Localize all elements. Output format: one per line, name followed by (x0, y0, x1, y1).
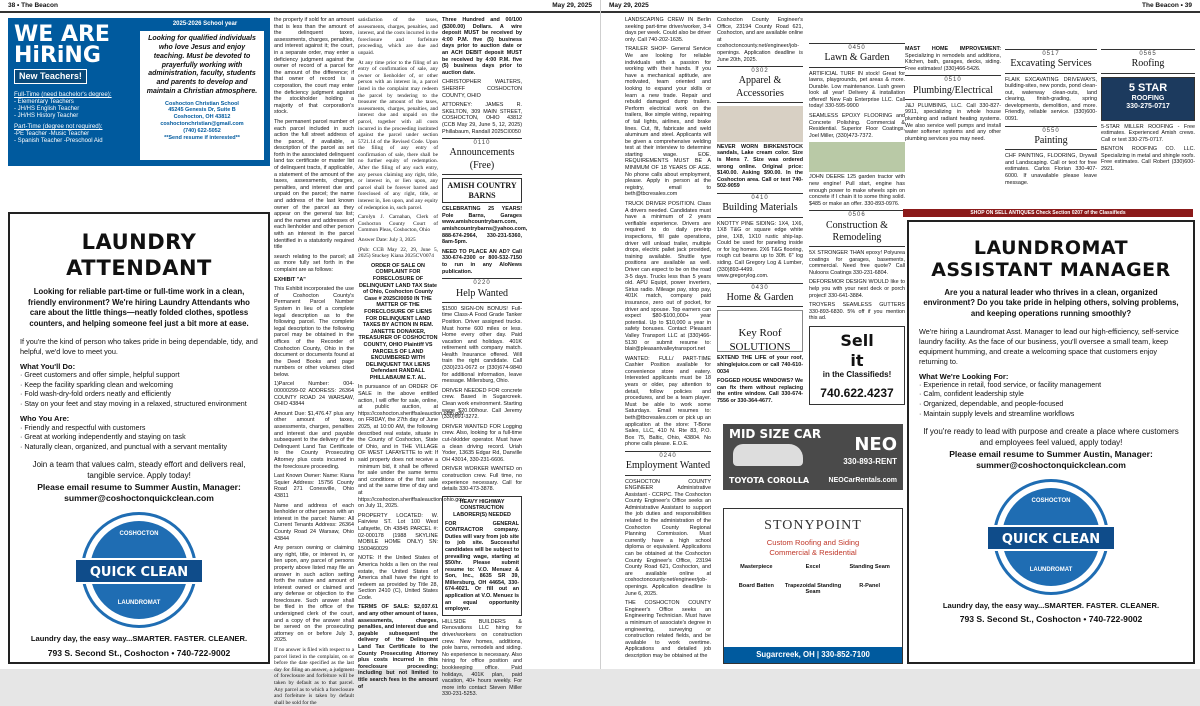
manager-join: If you're ready to lead with purpose and create a place where customers and employees feel valued, apply today! (923, 427, 1179, 447)
classified-ad: Specializing in remodels and additions, Kitchen, bath, garages, decks, siding. Free estimates! (330)466-5426. (905, 52, 1001, 72)
five-star-roofing-logo (1101, 77, 1195, 121)
manager-apply[interactable]: Please email resume to Summer Austin, Manager: summer@coshoctonquickclean.com (949, 448, 1153, 470)
laundry-attendant-title: LAUNDRY ATTENDANT (66, 230, 212, 280)
terms-of-sale: TERMS OF SALE: $2,037.61 and any other amount of taxes, assessments, charges, penalties, and interest due and payable subsequent the delivery of the Delinquent Land Tax Certificate to the County Prosecuting Attorney plus costs incurred in this foreclosure proceeding; including but not limited to title search fees in the amount of (358, 604, 438, 690)
sandals-photo (717, 106, 803, 142)
hiring-pitch: Looking for qualified individuals who love Jesus and enjoy teaching. Must be devoted to prayerfully working with administration, faculty, students and parents to develop and maintain a Christian atmosphere. (146, 35, 258, 95)
laundry-are-list (20, 424, 258, 453)
roof-logo-line: 5 STAR (1128, 81, 1168, 94)
stonypoint-tagline: Custom Roofing and Siding (766, 538, 860, 548)
logo-main-text: QUICK CLEAN (986, 525, 1116, 551)
laundry-slogan: Laundry day, the easy way...SMARTER. FASTER. CLEANER. (30, 634, 248, 644)
classifieds-column-e (717, 17, 803, 422)
car-ad-site[interactable]: NEOCarRentals.com (828, 477, 897, 485)
list-item: · Maintain supply levels and streamline workflows (919, 409, 1075, 418)
heavy-highway-ad (442, 496, 522, 616)
list-item: · Calm, confident leadership style (919, 390, 1024, 399)
logo-main-text: QUICK CLEAN (74, 558, 204, 584)
classified-ad: Coshocton County Engineer's Office, 23194 County Road 621, Coshocton, and are available online at coshoctoncounty.net/engineer/job-openings. Application deadline is June 20th, 2025. (717, 17, 803, 63)
classified-ad: WANTED: FULL/ PART-TIME Cashier Position available for convenience store and eatery. Interested applicants must be 18 years or older, pay attention to detail, follow policies and procedures, and be a team player. Must be able to work some Saturdays. Email resumes to: beth@tbcresales.com or pick up an application at the store: T-Bone Sales, LLC, 410 N. Rte 83, P.O. Box 75, Baltic, Ohio, 43804. No phone calls please. E.O.E. (625, 355, 711, 448)
car-ad-phone: 330-893-RENT (843, 457, 897, 466)
classified-ad: THE COSHOCTON COUNTY Engineer's Office seeks an Engineering Technician. Must have a minimum of associate's degree in engineering, surveying or construction related fields, and be available to work overtime. Applications and detailed job description may be obtained at the (625, 600, 711, 659)
school-name: Coshocton Christian School (165, 100, 239, 107)
legal-paragraph: In pursuance of an ORDER OF SALE in the above entitled action, I will offer for sale, online, at public auction, at https://coshocton.sheriffsaleauction.ohio.gov, on FRIDAY, the 27th day of June 2025, at 10:00 AM, the following described real estate, situate in the County of Coshocton, State of Ohio, and in THE VILLAGE OF WEST LAFAYETTE to wit: If said property does not receive a minimum bid, it shall be offered for sale under the same terms and conditions of the first sale and at the same time of day and at https://coshocton.sheriffsaleauction.ohio.gov on July 11, 2025. (358, 384, 466, 510)
laundry-are-title: Who You Are: (20, 414, 70, 424)
classified-ad: COSHOCTON COUNTY ENGINEER Administrative Assistant - CCRPC. The Coshocton County Engineer's Office seeks an Administrative Assistant to support the job duties and responsibilities related to the administration of the Coshocton County Regional Planning Commission. Must currently have a high school diploma or equivalent. Applications can be obtained at the Coshocton County Engineer's Office, 23194 County Road 621, Coshocton, and are available online at coshoctoncounty.net/engineer/job-openings. Application deadline is June 6, 2025. (625, 478, 711, 597)
legal-paragraph: If no answer is filed with respect to a parcel listed in the complaint, on or before the date specified as the last day for filing an answer, a judgment of foreclosure and forfeiture will be taken by default as to that parcel. Any parcel as to which a foreclosure and forfeiture is taken by default shall be sold for the (274, 647, 354, 706)
page-date-left: May 29, 2025 (552, 1, 592, 9)
manager-look-list (919, 381, 1183, 419)
classifieds-column-i (1101, 46, 1195, 210)
legal-notice-column-a (274, 17, 355, 706)
classifieds-column-d (625, 17, 711, 664)
heavy-highway-text: FOR GENERAL CONTRACTOR company. Duties will vary from job site to job site. Successful candidates will be subject to prevailing wage, starting at $50/hr. Please submit resume to: V.O. Menuez & Son, Inc., 8635 SR 39, Millersburg, OH 44654, 330-674-4021. Or fill out an application at V.O. Menuez is an equal opportunity employer. (445, 520, 519, 613)
legal-paragraph: The permanent parcel number of each parcel included in such action the full street address of the parcel, if available, a description of the parcel as set forth in the associated delinquent land tax certificate or master list of delinquent tracts, if applicable, a statement of the amount of the taxes, assessments, charges, penalties, and interest due and unpaid on the parcel; the name and address of the last known owner of the parcel as they appear on the general tax list; and the names and addresses of each lienholder and other person with an interest in the parcel identified in a statutorily required title (274, 118, 354, 251)
classified-ad: CHF PAINTING, FLOORING, Drywall and Landscaping. Call or text for free estimates. Carlos Florian 330-407-6000. If unavailable please leave message. (1005, 153, 1097, 186)
roof-style-label: Excel (805, 563, 821, 570)
section-number: 0240 (659, 453, 677, 459)
classifieds-column-f (809, 40, 905, 422)
sell-phone: 740.622.4237 (820, 385, 894, 400)
tractor-photo (809, 142, 905, 172)
section-construction-remodeling (809, 210, 905, 247)
we-are-hiring-ad (8, 18, 270, 166)
manager-body: We're hiring a Laundromat Asst. Manager to lead our high-efficiency, self-service laundry facility. As the face of our business, you'll oversee a small team, keep equipment humming, and create a welcoming space that customers enjoy returning to. (919, 327, 1179, 366)
order-of-sale-heading: ORDER OF SALE ON COMPLAINT FOR FORECLOSURE OF DELINQUENT LAND TAX State of Ohio, Coshocton County Case # 2025CI0050 IN THE MATTER OF THE FORECLOSURE OF LIENS FOR DELINQUENT LAND TAXES BY ACTION IN REM. JANETTE DONAKER, TREASURER OF COSHOCTON COUNTY, OHIO Plaintiff VS PARCELS OF LAND ENCUMBERED WITH DELINQUENT TAX LIENS Defendant RANDALL PHILLABAUM E.T. AL. (358, 262, 438, 381)
section-number: 0517 (1042, 51, 1060, 57)
car-ad-model: TOYOTA COROLLA (729, 476, 810, 486)
classified-ad: HILLSIDE BUILDERS & Renovations LLC hiring for driver/workers on construction crew. New homes, additions, pole barns, remodels and siding. No experience is necessary. Also hiring for office position and bookkeeping office. Paid holidays, 401K plan, paid vacation, 40+ hours weekly. For more info contact Steven Miller 330-231-5253. (442, 618, 522, 698)
list-item: · Fold wash-dry-fold orders neatly and efficiently (20, 390, 171, 399)
manager-intro: Are you a natural leader who thrives in a clean, organized environment? Do you take pride in helping others, solving problems, and keeping operations running smoothly? (923, 287, 1179, 318)
legal-paragraph: NOTE: If the United States of America holds a lien on the real estate, the United States of America shall have the right to redeem as provided by Title 28, Section 2410 (C), United States Code. (358, 555, 438, 601)
parttime-item: -PE Teacher -Music Teacher (14, 131, 90, 138)
roof-style-label: Masterpiece (740, 563, 773, 570)
classifieds-column-g (905, 46, 1001, 210)
parttime-title: Part-Time (degree not required): (14, 123, 103, 131)
new-teachers-badge: New Teachers! (14, 69, 87, 84)
resume-note: **Send resume if interested** (164, 134, 240, 141)
laundry-body: If you're the kind of person who takes pride in being dependable, tidy, and helpful, we'd love to meet you. (20, 337, 258, 357)
legal-paragraph: satisfaction of the taxes, assessments, charges, penalties, and interest, and the costs incurred in the foreclosure and forfeiture proceeding, which are due and unpaid. (358, 17, 438, 56)
legal-paragraph: 1)Parcel Number: 004-00000299-02 ADDRESS: 26364 COUNTY ROAD 24 WARSAW, OHIO 43844 (274, 381, 354, 408)
laundry-attendant-ad (8, 212, 270, 664)
hiring-headline-1: WE ARE (14, 22, 110, 47)
stonypoint-roofing-ad (723, 508, 903, 664)
list-item: · Greet customers and offer simple, helpful support (20, 371, 180, 380)
section-number: 0220 (473, 280, 491, 287)
manager-look-title: What We're Looking For: (919, 371, 1009, 381)
laundry-intro: Looking for reliable part-time or full-time work in a clean, friendly environment? We're hiring Laundry Attendants who care about the little things—neatly folded clothes, spotless counters, and helping someone feel just a bit more at ease. (28, 287, 250, 328)
car-icon (733, 444, 803, 466)
sell-word: Sell (840, 331, 874, 351)
section-announcements (442, 138, 522, 175)
logo-top-text: COSHOCTON (1031, 498, 1071, 505)
section-home-garden (717, 283, 803, 308)
list-item: · Organized, dependable, and people-focused (919, 399, 1064, 408)
classified-ad: DEFOREMOR DESIGN WOULD like to help you with your next deck or porch project! 330-641-3884. (809, 279, 905, 299)
section-number: 0506 (848, 212, 866, 219)
sell-word: it (850, 350, 864, 370)
classified-ad: TRUCK DRIVER POSITION. Class A drivers needed. Candidates must have a minimum of 2 years verifiable experience. Drivers are required to do daily pre-trip inspections, fill gate operations, driver will unload trailer, multiple drops, electric pallet jack provided, training available. Shuttle type positions are available as well. Driver can expect to be on the road 3-5 days. Trucks less than 5 years old. APU Equipt, power inverters, Sirius radio. Mileage pay, stop pay, 401K match, company paid insurance, zero out of pocket, for driver and spouse. Top earners can expect $80-$100,000+ year potential. Up to $10,000 a year in safety bonuses. Contact Pleasant Valley Transport LLC at (330)466-5130 or submit resume to: blair@pleasantvalleytransport.net (625, 201, 711, 353)
stonypoint-tagline: Commercial & Residential (769, 547, 857, 557)
section-title: Plumbing/Electrical (913, 84, 993, 96)
right-newspaper-page (600, 0, 1200, 669)
classified-ad: FOGGED HOUSE WINDOWS? We can fix them without replacing the entire window. Call 330-674-7556 or 330-364-4677. (717, 378, 803, 404)
neo-car-rental-ad (723, 424, 903, 490)
list-item: · Great at working independently and staying on task (20, 433, 186, 442)
section-apparel (717, 66, 803, 103)
car-ad-brand: NEO (854, 434, 897, 455)
section-building-materials (717, 193, 803, 218)
classified-ad: KNOTTY PINE SIDING: 1X4, 1X6, 1X8 T&G or square edge white pine, 1X8, 1X10 rustic ship-lap. Could be used for paneling inside or for log homes. 2X6 T&G flooring, rough cut beams up to 30ft. 6" log siding. Call Gregory Log & Lumber, (330)893-4499. www.gregorylog.com. (717, 220, 803, 280)
classified-ad: EXTEND THE LIFE of your roof, shinglejuice.com or call 740-610-0034 (717, 355, 803, 375)
fulltime-item: - JH/HS History Teacher (14, 113, 79, 120)
legal-paragraph: the property if sold for an amount that is less than the amount of the delinquent taxes, assessments, charges, penalties, and interest against it; the court, in a separate order, may enter a deficiency judgment against the owner of record of a parcel for the amount of the difference; if that owner of record is a corporation, the court may enter the deficiency judgment against the stockholder holding a majority of that corporation's stock. (274, 17, 354, 116)
fulltime-list (14, 99, 134, 121)
page-number-right: The Beacon • 39 (1142, 1, 1192, 9)
classified-ad: ARTIFICIAL TURF IN stock! Great for lawns, playgrounds, pet areas & more. Durable. Low maintenance. Lush green look all year! Delivery & installation offered! New Fab Enterprise LLC. Call today! 330-595-9900 (809, 70, 905, 110)
page-header-left (0, 0, 600, 13)
parttime-item: - Spanish Teacher -Preschool Aid (14, 138, 103, 145)
fulltime-title: Full-Time (need bachelor's degree): (14, 90, 112, 98)
section-title: Construction & Remodeling (826, 219, 888, 243)
parttime-list (14, 131, 134, 146)
logo-bottom-text: LAUNDROMAT (1029, 566, 1073, 573)
classifieds-column-c (442, 17, 528, 698)
section-title: Roofing (1131, 58, 1165, 70)
section-number: 0550 (1042, 127, 1060, 134)
section-title: Home & Garden (726, 292, 794, 304)
classified-ad: $1500 SIGN-ON BONUS! Full-time Class-A Food Grade Tanker Position. Driver assigned trucks. Must home 600 miles or less. Home every other day. Paid vacation and holidays. 401K retirement with company match. Health Insurance offered. Will train the right candidate. Call (330)231-0672 or (330)674-9840 for additional information, leave message. Millersburg, Ohio. (442, 305, 522, 385)
section-number: 0430 (751, 284, 769, 291)
classified-ad: 5X STRONGER THAN epoxy! Polyurea coatings for garages, basements, commercial. Need free quote? Call Nuloons Coatings 330-231-6804. (809, 250, 905, 276)
laundry-address: 793 S. Second St., Coshocton • 740-722-9002 (47, 647, 231, 658)
school-address: 45245 Genesis Dr, Suite B (168, 107, 236, 114)
section-excavating (1005, 49, 1097, 74)
page-header-right (601, 0, 1200, 13)
legal-paragraph: CHRISTOPHER WALTERS, SHERIFF COSHOCTON COUNTY, OHIO (442, 79, 522, 99)
classified-ad: JOHN DEERE 125 garden tractor with new engine! Pull start, engine has enough power to make wheels spin on concrete if I chain it to some thing solid. $485 or make an offer. 330-893-0976. (809, 174, 905, 207)
classified-ad: DRIVER WANTED FOR Logging crew. Also, looking for a full-time cut-/skidder operator. Must have a clean driving record. Uriah Yoder, 13635 Edgar Rd, Danville OH 43014, 330-231-6606. (442, 423, 522, 463)
logo-top-text: COSHOCTON (119, 531, 159, 538)
classified-ad: NEED TO PLACE AN AD? Call 330-674-2300 or 800-532-7150 to run in any AloNews publication. (442, 248, 522, 275)
school-phone: (740) 622-5052 (183, 128, 221, 135)
classified-ad: FLAIK EXCAVATING DRIVEWAYS, building-sites, new ponds, pond clean-out, waterway clean-outs, land clearing, finish-grading, spring developments, demolition, and more. Friendly, reliable service. (330)600-0091. (1005, 76, 1097, 123)
legal-paragraph: Carolyn J. Carnahan, Clerk of Coshocton County Court of Common Pleas, Coshocton, Ohio (358, 214, 438, 234)
school-email[interactable]: coshoctonchristian@gmail.com (160, 121, 244, 128)
legal-paragraph: At any time prior to the filing of an entry of confirmation of sale, any owner or lienholder of, or other person with an interest in, a parcel listed in the complaint may redeem the parcel by tendering to the treasurer the amount of the taxes, assessments, charges, penalties, and interest due and unpaid on the parcel, together with all costs incurred in the proceeding instituted against the parcel under section 5721.14 of the Revised Code. Upon the filing of any entry of confirmation of sale, there shall be no further equity of redemption. After the filing of any such entry, any person claiming any right, title, or interest in, or lien upon, any parcel shall be forever barred and foreclosed of any right, title, or interest in, lien upon, and any equity of redemption in, such parcel. (358, 59, 438, 211)
classified-ad: BENTON ROOFING CO. LLC. Specializing in metal and shingle roofs. Free estimates. Call Robert (330)600-2921. (1101, 146, 1195, 173)
section-title: Help Wanted (455, 287, 509, 299)
roof-style-grid (728, 564, 898, 596)
section-number: 0510 (944, 77, 962, 84)
fulltime-item: - Elementary Teachers (14, 98, 74, 105)
ad-title: MAST HOME IMPROVEMENT: (905, 46, 1001, 52)
amish-barns-logo: AMISH COUNTRY BARNS (442, 178, 522, 204)
section-employment-wanted (625, 451, 711, 476)
laundry-do-list (20, 371, 258, 409)
legal-paragraph: Answer Date: July 3, 2025 (358, 237, 416, 243)
section-painting (1005, 126, 1097, 151)
legal-paragraph: Amount Due: $1,476.47 plus any other amount of taxes, assessments, charges, penalties and interest due and payable subsequent to the delivery of the Delinquent Land Tax Certificate to the County Prosecuting Attorney plus costs incurred in the foreclosure proceeding. (274, 410, 354, 470)
roof-logo-line: ROOFING (1131, 94, 1165, 102)
hiring-headline-2: HiRiNG (14, 43, 101, 68)
legal-paragraph: ATTORNEY: JAMES R. SKELTON, 309 MAIN STREET, COSHOCTON, OHIO 43812 (CCB May 29, June 5, 12, 2025) Phillabaum, Randall 2025CI0050 (442, 102, 522, 135)
quick-clean-logo (81, 512, 197, 628)
roof-phone: 330-275-0717 (1126, 103, 1170, 111)
section-roofing (1101, 49, 1195, 74)
list-item: · Naturally clean, organized, and punctual with a servant mentality (20, 442, 228, 451)
quick-clean-logo (993, 479, 1109, 595)
antiques-banner: SHOP ON SELL ANTIQUES Check Section 0207 of the Classifieds (903, 209, 1193, 217)
sell-it-classifieds-ad (809, 326, 905, 405)
section-title: Apparel & Accessories (736, 75, 784, 99)
section-help-wanted (442, 278, 522, 303)
heavy-highway-title: HEAVY HIGHWAY CONSTRUCTION LABORER(S) NEEDED (453, 498, 511, 518)
classified-ad: CELEBRATING 25 YEARS! Pole Barns, Garages www.amishcountrybarn.com, amishcountrybarns@yahoo.com, 888-674-2964, 330-231-5360, 8am-5pm. (442, 206, 528, 246)
classified-ad: J&J PLUMBING, LLC. Call 330-827-9911, specializing in whole house plumbing and radiant heating systems. We also service well pumps and install water softener systems and any other plumbing services you may need. (905, 102, 1001, 142)
stonypoint-logo: STONYPOINT (764, 518, 862, 533)
manager-title: LAUNDROMAT ASSISTANT MANAGER (931, 237, 1171, 281)
roof-style-label: Standing Seam (849, 563, 890, 570)
roof-style-label: R-Panel (859, 582, 881, 589)
legal-paragraph: PROPERTY LOCATED: W. Fairview ST. Lot 100 West Lafayette, Oh 43845 PARCEL #: 02-000178 (1988 SKYLINE MOBILE HOME ONLY) SN: 1500460029 (358, 512, 438, 552)
classified-ad: TRAILER SHOP- General Service We are looking for reliable individuals with a passion for working with their hands. If you have a mechanical aptitude, are motivated, team oriented and looking to expand your skills or learn a new trade. Repair and rebuild damaged dump trailers. Perform electrical work on the trailers, like simple wiring, repairing of tail lights, airlines, and brake lines. Cut, fit, fabricate and weld aluminum and steel. Applicants will be given a comprehensive welding test at their interview to determine starting wage. EOE. REQUIREMENTS MUST BE A MINIMUM OF 18 YEARS OF AGE. No phone calls about employment, please. Apply in person at the registry, email to beth@tbcresales.com (625, 46, 711, 198)
legal-notice-column-b (358, 17, 466, 690)
section-title: Excavating Services (1010, 58, 1092, 70)
roof-style-label: Trapezoidal Standing Seam (784, 582, 842, 596)
roof-style-label: Board Batten (738, 582, 774, 589)
section-lawn-garden (809, 43, 905, 68)
list-item: · Friendly and respectful with customers (20, 423, 146, 432)
list-item: · Stay on your feet and stay moving in a relaxed, structured environment (20, 399, 247, 408)
classified-ad: 5-STAR MILLER ROOFING - Free estimates. Experienced Amish crews. Call or text 330-275-0717. (1101, 123, 1195, 143)
section-title: Building Materials (722, 202, 798, 214)
car-ad-title: MID SIZE CAR (729, 427, 822, 441)
school-city: Coshocton, OH 43812 (173, 114, 231, 121)
list-item: · Experience in retail, food service, or facility management (919, 380, 1102, 389)
classified-ad: TROYERS SEAMLESS GUTTERS 330-893-6830. 5% off if you mention this ad. (809, 302, 905, 322)
section-number: 0110 (473, 140, 491, 147)
section-title: Lawn & Garden (824, 52, 890, 64)
laundromat-manager-ad (907, 220, 1195, 664)
laundry-join: Join a team that values calm, steady effort and delivers real, tangible service. Apply today! (32, 460, 246, 481)
legal-paragraph: search relating to the parcel; all as more fully set forth in the complaint are as follows: (274, 253, 354, 273)
school-year: 2025-2026 School year (172, 21, 238, 27)
section-number: 0565 (1139, 51, 1157, 57)
legal-paragraph: This Exhibit incorporated the use of Coshocton County's Permanent Parcel Number System in lieu of a complete legal description as to the following parcel. The complete legal description to the following parcel may be obtained in the offices of the Recorder of Coshocton County, Ohio in the document or documents found at the Deed Books and page numbers or other volumes cited below. (274, 286, 354, 378)
section-plumbing (905, 75, 1001, 100)
laundry-do-title: What You'll Do: (20, 361, 76, 371)
section-number: 0410 (751, 195, 769, 201)
page-number-left: 38 • The Beacon (8, 1, 58, 9)
laundry-apply[interactable]: Please email resume to Summer Austin, Manager: summer@coshoctonquickclean.com (37, 482, 241, 504)
section-number: 0450 (848, 45, 866, 51)
section-title: Announcements (Free) (449, 147, 515, 171)
sell-tagline: in the Classifieds! (822, 370, 892, 380)
legal-paragraph: Any person owning or claiming any right, title, or interest in, or lien upon, any parcel of persons property above listed may file an answer in such action setting forth the nature and amount of interest owned or claimed and any defense or objection to the foreclosure. Such answer shall be filed in the office of the undersigned clerk of the court, and a copy of the answer shall be served on the prosecuting attorney on or before July 3, 2025. (274, 545, 354, 644)
manager-address: 793 S. Second St., Coshocton • 740-722-9002 (959, 614, 1143, 625)
classified-ad: LANDSCAPING CREW IN Berlin seeking part-time driver/worker, 3-4 days per week. Could also be driver only. Call 740-202-1635. (625, 17, 711, 43)
classified-ad: SEAMLESS EPOXY FLOORING and Concrete Polishing. Commercial & Residential. Superior Floor Coatings, Joel Miller, (330)473-7372. (809, 113, 905, 139)
section-title: Painting (1034, 134, 1068, 146)
key-roof-logo: Key Roof SOLUTIONS (717, 310, 803, 352)
stonypoint-contact-bar: Sugarcreek, OH | 330-852-7100 (724, 647, 902, 663)
fulltime-item: - JH/HS English Teacher (14, 105, 80, 112)
legal-paragraph: EXHIBIT "A" (274, 276, 306, 283)
legal-paragraph: Name and address of each lienholder or other person with an interest in the parcel: Name: All Current Tenants Address: 26364 County Road 24 Warsaw, Ohio 43844 (274, 502, 355, 542)
classified-ad: NEVER WORN BIRKENSTOCK sandals, Lake cream color. Size is Mens 7. Size was ordered wrong online. Original price: $140.00. Asking $90.00. In the Coshocton area. Call or text 740-502-9059 (717, 143, 803, 190)
legal-paragraph: Three Hundred and 00/100 ($300.00) Dollars. A wire deposit MUST be received by 4:00 P.M. five (5) business days prior to auction date or an ACH DEBIT deposit MUST be received by 4:00 P.M. five (5) business days prior to auction date. (442, 17, 522, 76)
section-number: 0302 (751, 68, 769, 75)
logo-bottom-text: LAUNDROMAT (117, 600, 161, 607)
classified-ad: DRIVER NEEDED FOR concrete crew. Based in Sugarcreek. Clean work environment. Starting wage $20.00/hour. Call Jeremy (330)691-3272. (442, 387, 522, 421)
section-title: Employment Wanted (625, 460, 711, 472)
list-item: · Keep the facility sparkling clean and welcoming (20, 380, 173, 389)
classified-ad: DRIVER WORKER WANTED on construction crew. Full time, no experience necessary. Call for details 330-473-3878. (442, 466, 522, 493)
legal-paragraph: Last Known Owner: Name: Kiana Squier Address: 15756 County Road 271 Conesville, Ohio 43811 (274, 473, 354, 499)
manager-slogan: Laundry day, the easy way...SMARTER. FASTER. CLEANER. (942, 601, 1160, 611)
classifieds-column-h (1005, 46, 1097, 210)
legal-paragraph: (Pub: CCB May 22, 29, June 5, 2025) Stuckey Kiana 2025CV0074 (358, 246, 438, 260)
page-date-right: May 29, 2025 (609, 1, 649, 9)
